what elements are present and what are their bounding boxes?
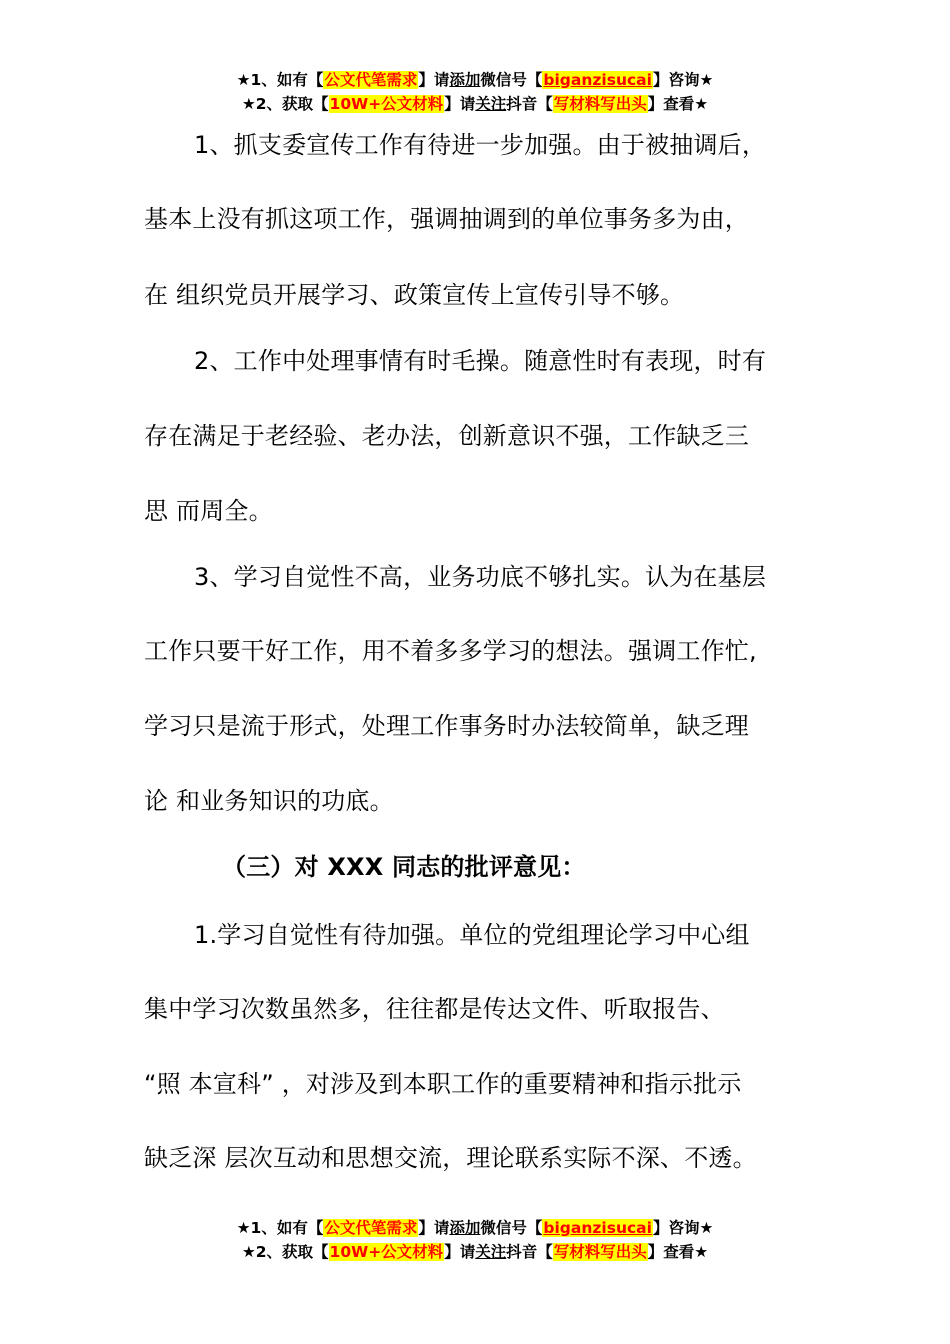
highlight-writing-service: 公文代笔需求 [324,71,418,89]
highlight-douyin-account: 写材料写出头 [553,95,647,113]
highlight-wechat-id: biganzisucai [543,1219,652,1237]
banner-line-2 [0,92,950,116]
banner-text: 】查看★ [647,95,709,113]
paragraph-line: 缺乏深 层次互动和思想交流，理论联系实际不深、不透。 [144,1144,757,1172]
paragraph-line: 学习只是流于形式，处理工作事务时办法较简单，缺乏理 [144,712,749,740]
section-heading: （三）对 XXX 同志的批评意见： [222,853,586,881]
banner-text: 抖音【 [506,95,553,113]
banner-text: 】请 [418,71,450,89]
paragraph-line: “照 本宣科” ，对涉及到本职工作的重要精神和指示批示 [144,1070,742,1098]
paragraph-line: 工作只要干好工作，用不着多多学习的想法。强调工作忙, [144,637,757,665]
banner-text: 】请 [444,95,476,113]
paragraph-line: 在 组织党员开展学习、政策宣传上宣传引导不够。 [144,281,685,309]
bottom-banner [0,1216,950,1264]
paragraph-line: 思 而周全。 [144,497,273,525]
banner-text: 】咨询★ [652,1219,714,1237]
highlight-materials: 10W+公文材料 [329,95,444,113]
banner-text: ★2、获取【 [241,1243,329,1261]
banner-text: 抖音【 [506,1243,553,1261]
banner-text: 】请 [418,1219,450,1237]
banner-text: ★1、如有【 [236,1219,324,1237]
banner-line-2 [0,1240,950,1264]
banner-text: 】咨询★ [652,71,714,89]
banner-underlined-text: 添加 [449,1219,481,1237]
paragraph-line: 论 和业务知识的功底。 [144,787,394,815]
banner-underlined-text: 添加 [449,71,481,89]
highlight-wechat-id: biganzisucai [543,71,652,89]
highlight-writing-service: 公文代笔需求 [324,1219,418,1237]
banner-underlined-text: 关注 [475,95,507,113]
banner-text: ★1、如有【 [236,71,324,89]
banner-line-1 [0,68,950,92]
banner-text: 微信号【 [480,1219,543,1237]
paragraph-line: 基本上没有抓这项工作，强调抽调到的单位事务多为由， [144,205,749,233]
paragraph-line: 2、工作中处理事情有时毛操。随意性时有表现，时有 [194,347,767,375]
top-banner [0,68,950,116]
banner-text: 】查看★ [647,1243,709,1261]
paragraph-line: 1、抓支委宣传工作有待进一步加强。由于被抽调后， [194,131,767,159]
paragraph-line: 存在满足于老经验、老办法，创新意识不强，工作缺乏三 [144,422,749,450]
paragraph-line: 集中学习次数虽然多，往往都是传达文件、听取报告、 [144,995,725,1023]
banner-underlined-text: 关注 [475,1243,507,1261]
banner-text: 】请 [444,1243,476,1261]
banner-text: ★2、获取【 [241,95,329,113]
paragraph-line: 3、学习自觉性不高，业务功底不够扎实。认为在基层 [194,563,767,591]
banner-text: 微信号【 [480,71,543,89]
paragraph-line: 1.学习自觉性有待加强。单位的党组理论学习中心组 [194,921,750,949]
highlight-materials: 10W+公文材料 [329,1243,444,1261]
banner-line-1 [0,1216,950,1240]
highlight-douyin-account: 写材料写出头 [553,1243,647,1261]
